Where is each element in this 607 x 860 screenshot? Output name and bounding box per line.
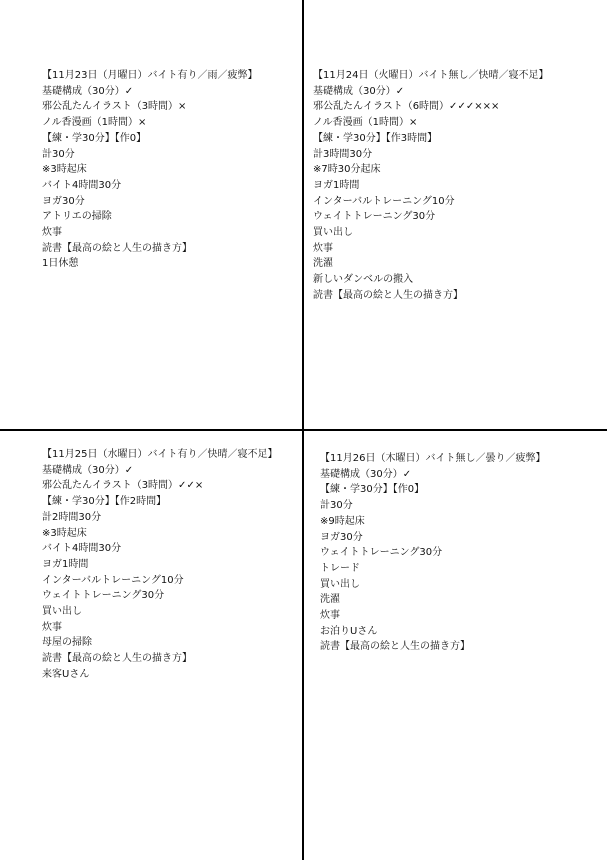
- entry-line: 邪公乱たんイラスト（3時間）✓✓×: [42, 480, 204, 492]
- entry-line: 読書【最高の絵と人生の描き方】: [42, 653, 192, 665]
- entry-line: ※7時30分起床: [313, 164, 381, 176]
- entry-line: ノル香漫画（1時間）×: [313, 117, 418, 129]
- entry-line: バイト4時間30分: [42, 543, 122, 555]
- entry-line: 計3時間30分: [313, 148, 373, 160]
- entry-line: ※3時起床: [42, 527, 87, 539]
- entry-line: 1日休憩: [42, 258, 79, 270]
- entry-line: インターバルトレーニング10分: [313, 195, 455, 207]
- diary-entry-nov-23: [42, 68, 257, 272]
- entry-line: 洗濯: [320, 594, 340, 606]
- entry-line: ウェイトトレーニング30分: [320, 547, 443, 559]
- entry-line: ウェイトトレーニング30分: [313, 211, 436, 223]
- entry-line: 母屋の掃除: [42, 637, 92, 649]
- entry-line: 邪公乱たんイラスト（3時間）×: [42, 101, 187, 113]
- entry-line: 読書【最高の絵と人生の描き方】: [320, 641, 470, 653]
- entry-line: ノル香漫画（1時間）×: [42, 117, 147, 129]
- entry-line: 読書【最高の絵と人生の描き方】: [42, 242, 192, 254]
- entry-line: バイト4時間30分: [42, 179, 122, 191]
- entry-line: 【練・学30分】【作0】: [42, 132, 147, 144]
- entry-line: 基礎構成（30分）✓: [320, 468, 412, 480]
- entry-line: ヨガ30分: [320, 531, 363, 543]
- entry-line: 【練・学30分】【作2時間】: [42, 496, 167, 508]
- entry-header: 【11月26日（木曜日）バイト無し／曇り／疲弊】: [320, 453, 546, 464]
- entry-line: 買い出し: [320, 578, 360, 590]
- entry-line: 炊事: [320, 610, 340, 622]
- entry-line: 邪公乱たんイラスト（6時間）✓✓✓×××: [313, 101, 500, 113]
- diary-entry-nov-26: [320, 451, 545, 655]
- entry-line: インターバルトレーニング10分: [42, 574, 184, 586]
- entry-line: 基礎構成（30分）✓: [42, 464, 134, 476]
- entry-line: 炊事: [42, 227, 62, 239]
- entry-line: ヨガ30分: [42, 195, 85, 207]
- entry-line: 計30分: [42, 148, 75, 160]
- entry-line: 来客Uさん: [42, 668, 90, 680]
- entry-line: ※9時起床: [320, 515, 365, 527]
- entry-line: 洗濯: [313, 258, 333, 270]
- entry-line: お泊りUさん: [320, 625, 378, 637]
- entry-line: ヨガ1時間: [42, 558, 89, 570]
- entry-line: 計30分: [320, 500, 353, 512]
- entry-line: アトリエの掃除: [42, 211, 112, 223]
- entry-line: 買い出し: [42, 606, 82, 618]
- entry-line: 基礎構成（30分）✓: [42, 85, 134, 97]
- entry-line: 【練・学30分】【作0】: [320, 484, 425, 496]
- entry-header: 【11月23日（月曜日）バイト有り／雨／疲弊】: [42, 70, 258, 81]
- entry-line: 新しいダンベルの搬入: [313, 274, 414, 286]
- entry-line: 読書【最高の絵と人生の描き方】: [313, 289, 463, 301]
- entry-line: 【練・学30分】【作3時間】: [313, 132, 438, 144]
- entry-line: 基礎構成（30分）✓: [313, 85, 405, 97]
- diary-entry-nov-24: [313, 68, 548, 304]
- entry-header: 【11月25日（水曜日）バイト有り／快晴／寝不足】: [42, 449, 278, 460]
- entry-line: 計2時間30分: [42, 511, 102, 523]
- entry-line: ウェイトトレーニング30分: [42, 590, 165, 602]
- entry-line: ※3時起床: [42, 164, 87, 176]
- entry-line: ヨガ1時間: [313, 179, 360, 191]
- entry-line: トレード: [320, 562, 360, 574]
- entry-line: 買い出し: [313, 227, 353, 239]
- entry-line: 炊事: [42, 621, 62, 633]
- entry-line: 炊事: [313, 242, 333, 254]
- diary-entry-nov-25: [42, 447, 277, 683]
- horizontal-divider: [0, 429, 607, 431]
- entry-header: 【11月24日（火曜日）バイト無し／快晴／寝不足】: [313, 70, 549, 81]
